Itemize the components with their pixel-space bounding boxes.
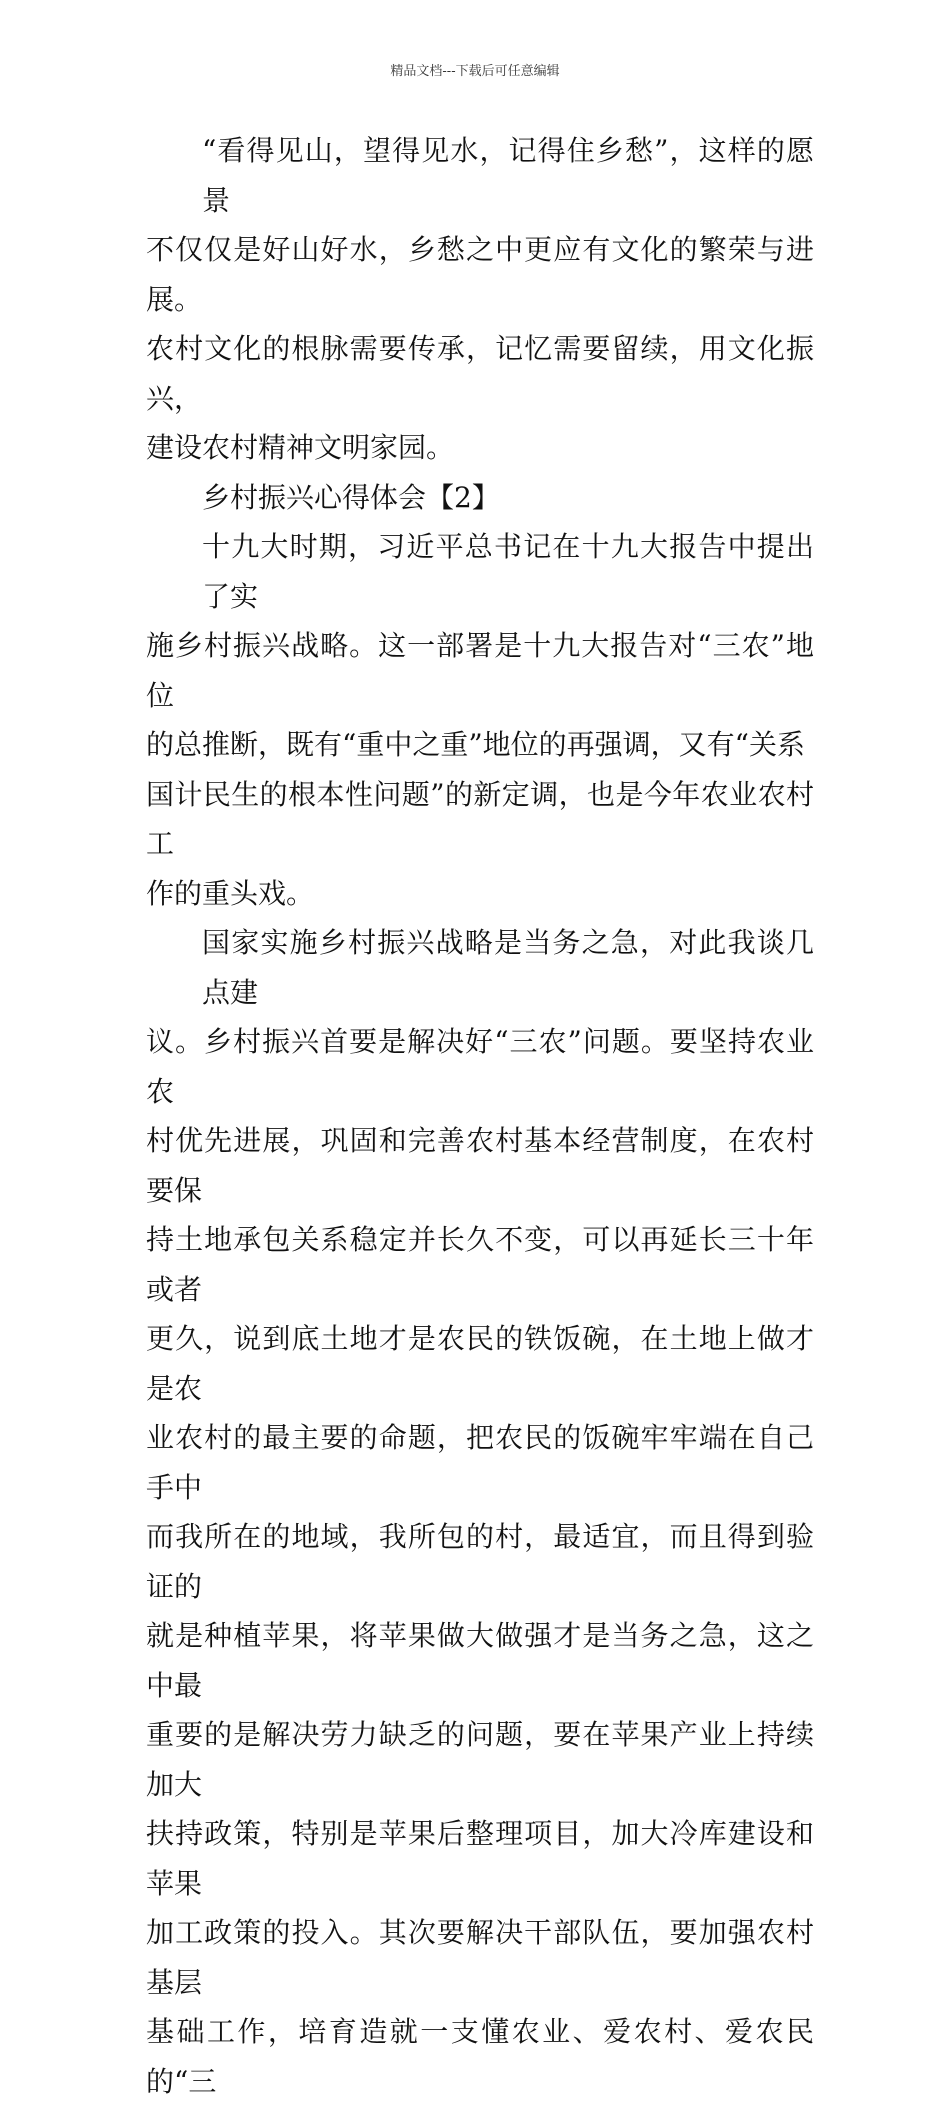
paragraph-3 [146, 918, 814, 2106]
text-line: 作的重头戏。 [146, 876, 315, 910]
text-line: 农村文化的根脉需要传承，记忆需要留续，用文化振兴， [146, 332, 814, 415]
text-line: 就是种植苹果，将苹果做大做强才是当务之急，这之中最 [146, 1619, 814, 1702]
text-line: 基础工作，培育造就一支懂农业、爱农村、爱农民的“三 [146, 2015, 814, 2098]
text-line: 扶持政策，特别是苹果后整理项目，加大冷库建设和苹果 [146, 1817, 814, 1900]
paragraph-2 [146, 522, 814, 918]
text-line: 村优先进展，巩固和完善农村基本经营制度，在农村要保 [146, 1124, 814, 1207]
text-line: 不仅仅是好山好水，乡愁之中更应有文化的繁荣与进展。 [146, 233, 814, 316]
text-line: 而我所在的地域，我所包的村，最适宜，而且得到验证的 [146, 1520, 814, 1603]
heading-text: 乡村振兴心得体会【2】 [202, 480, 500, 514]
paragraph-1 [146, 126, 814, 473]
text-line: 的总推断，既有“重中之重”地位的再强调，又有“关系 [146, 728, 805, 761]
text-line: 国计民生的根本性问题”的新定调，也是今年农业农村工 [146, 777, 814, 860]
section-heading [146, 473, 814, 523]
text-line: 建设农村精神文明家园。 [146, 431, 455, 464]
text-line: 重要的是解决劳力缺乏的问题，要在苹果产业上持续加大 [146, 1718, 814, 1801]
text-line: 国家实施乡村振兴战略是当务之急，对此我谈几点建 [202, 926, 814, 1009]
text-line: 持土地承包关系稳定并长久不变，可以再延长三十年或者 [146, 1223, 814, 1306]
text-line: 加工政策的投入。其次要解决干部队伍，要加强农村基层 [146, 1916, 814, 1999]
text-line: 施乡村振兴战略。这一部署是十九大报告对“三农”地位 [146, 629, 814, 712]
page-header: 精品文档---下载后可任意编辑 [390, 64, 560, 79]
text-line: 更久，说到底土地才是农民的铁饭碗，在土地上做才是农 [146, 1322, 814, 1405]
text-line: 业农村的最主要的命题，把农民的饭碗牢牢端在自己手中 [146, 1421, 814, 1504]
text-line: 十九大时期，习近平总书记在十九大报告中提出了实 [202, 530, 814, 613]
text-line: 议。乡村振兴首要是解决好“三农”问题。要坚持农业农 [146, 1025, 814, 1108]
text-line: “看得见山，望得见水，记得住乡愁”，这样的愿景 [202, 134, 814, 217]
document-body [146, 126, 814, 2106]
